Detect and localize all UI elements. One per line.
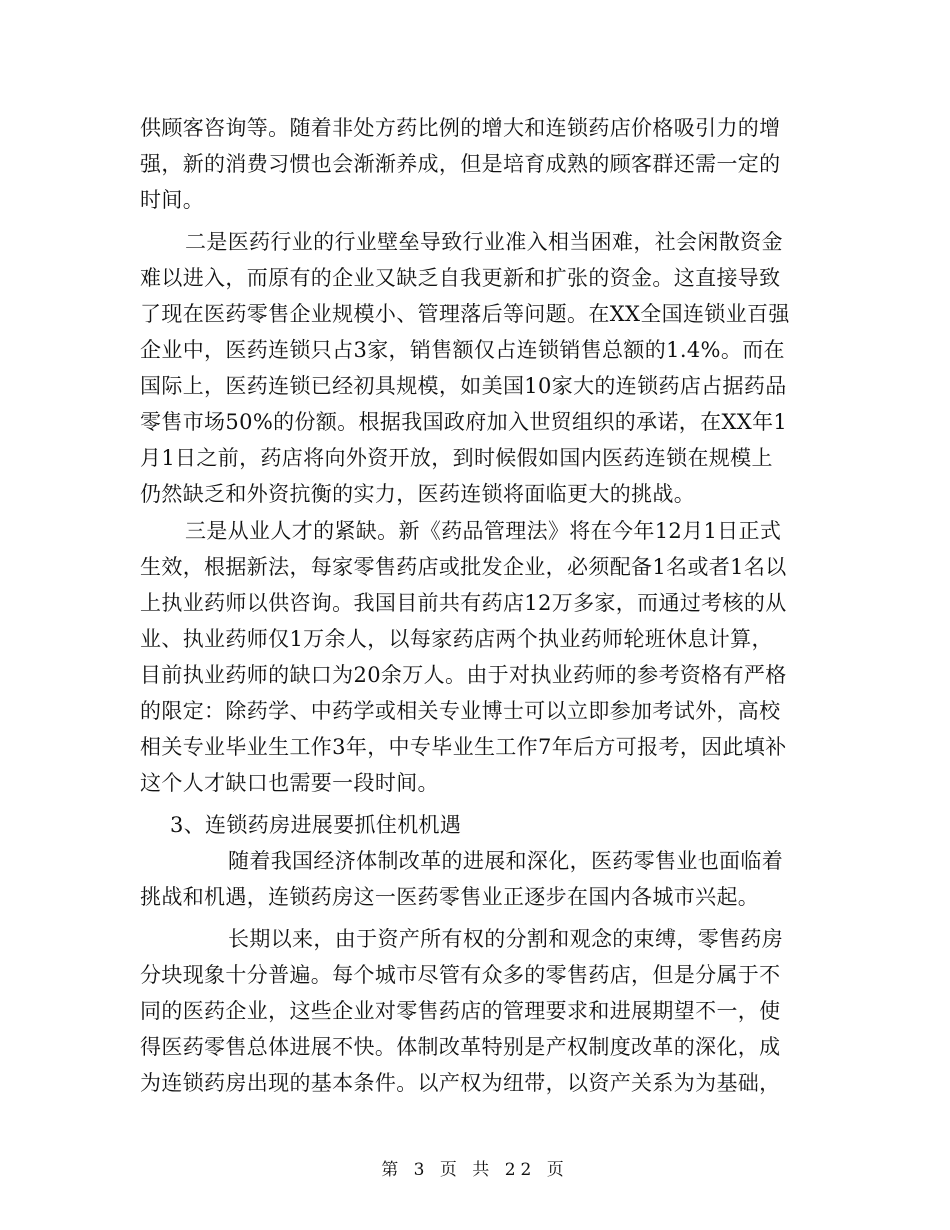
- text-line: 相关专业毕业生工作3年，中专毕业生工作7年后方可报考，因此填补: [140, 735, 787, 759]
- text-line: 零售市场50%的份额。根据我国政府加入世贸组织的承诺，在XX年1: [140, 410, 788, 434]
- text-line: 长期以来，由于资产所有权的分割和观念的束缚，零售药房: [228, 927, 784, 951]
- text-line: 随着我国经济体制改革的进展和深化，医药零售业也面临着: [228, 849, 784, 873]
- text-line: 分块现象十分普遍。每个城市尽管有众多的零售药店，但是分属于不: [140, 963, 781, 987]
- text-line: 了现在医药零售企业规模小、管理落后等问题。在XX全国连锁业百强: [140, 302, 790, 326]
- text-line: 目前执业药师的缺口为20余万人。由于对执业药师的参考资格有严格: [140, 663, 787, 687]
- text-line: 仍然缺乏和外资抗衡的实力，医药连锁将面临更大的挑战。: [140, 482, 696, 506]
- text-line: 业、执业药师仅1万余人，以每家药店两个执业药师轮班休息计算，: [140, 627, 773, 651]
- text-line: 三是从业人才的紧缺。新《药品管理法》将在今年12月1日正式: [185, 519, 782, 543]
- text-line: 挑战和机遇，连锁药房这一医药零售业正逐步在国内各城市兴起。: [140, 885, 760, 909]
- text-line: 月1日之前，药店将向外资开放，到时候假如国内医药连锁在规模上: [140, 446, 773, 470]
- text-line: 强，新的消费习惯也会渐渐养成，但是培育成熟的顾客群还需一定的: [140, 152, 781, 176]
- section-heading: 3、连锁药房进展要抓住机机遇: [170, 813, 462, 837]
- text-line: 难以进入，而原有的企业又缺乏自我更新和扩张的资金。这直接导致: [140, 266, 781, 290]
- page-number-footer: 第 3 页 共 22 页: [381, 1160, 569, 1180]
- text-line: 供顾客咨询等。随着非处方药比例的增大和连锁药店价格吸引力的增: [140, 116, 781, 140]
- text-line: 这个人才缺口也需要一段时间。: [140, 771, 439, 795]
- text-line: 国际上，医药连锁已经初具规模，如美国10家大的连锁药店占据药品: [140, 374, 787, 398]
- text-line: 时间。: [140, 188, 205, 212]
- text-line: 二是医药行业的行业壁垒导致行业准入相当困难，社会闲散资金: [185, 230, 783, 254]
- text-line: 得医药零售总体进展不快。体制改革特别是产权制度改革的深化，成: [140, 1035, 781, 1059]
- text-line: 为连锁药房出现的基本条件。以产权为纽带，以资产关系为为基础，: [140, 1071, 781, 1095]
- text-line: 上执业药师以供咨询。我国目前共有药店12万多家，而通过考核的从: [140, 591, 787, 615]
- text-line: 同的医药企业，这些企业对零售药店的管理要求和进展期望不一，使: [140, 999, 781, 1023]
- text-line: 的限定：除药学、中药学或相关专业博士可以立即参加考试外，高校: [140, 699, 781, 723]
- text-line: 生效，根据新法，每家零售药店或批发企业，必须配备1名或者1名以: [140, 555, 787, 579]
- text-line: 企业中，医药连锁只占3家，销售额仅占连锁销售总额的1.4%。而在: [140, 338, 785, 362]
